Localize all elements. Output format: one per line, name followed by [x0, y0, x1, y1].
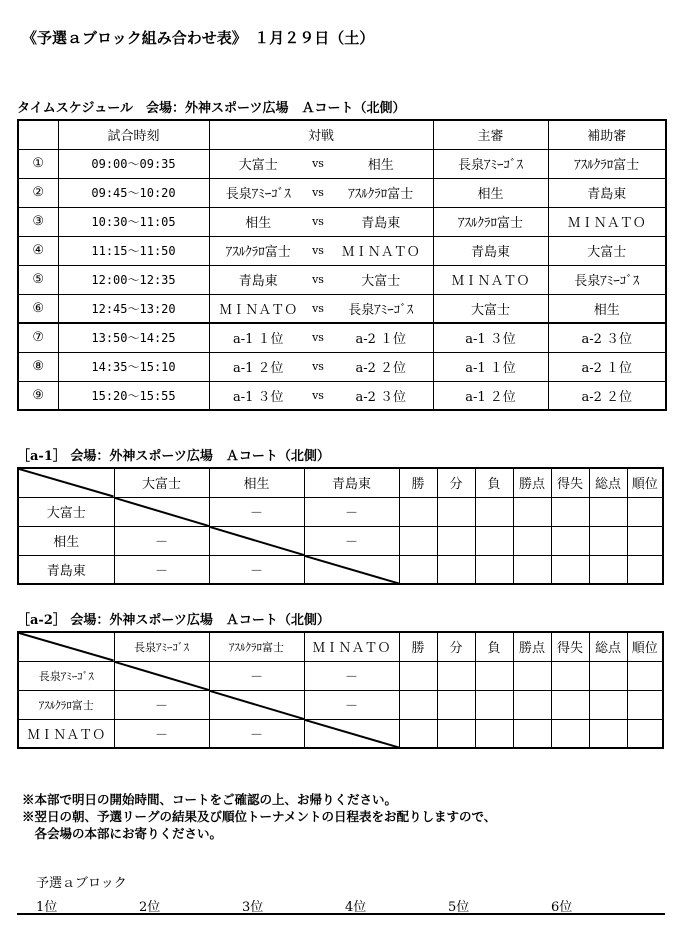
- team-row-header: 長泉ｱﾐｰｺﾞｽ: [18, 661, 114, 690]
- result-cell: －: [209, 661, 304, 690]
- away-team: 青島東: [329, 207, 433, 236]
- vs-label: vs: [307, 265, 329, 294]
- stat-cell: [513, 555, 551, 584]
- stat-header: 得失: [551, 468, 589, 497]
- vs-label: vs: [307, 381, 329, 410]
- stat-cell: [627, 661, 663, 690]
- stat-cell: [399, 719, 437, 748]
- home-team: a-1 ２位: [209, 352, 307, 381]
- stat-cell: [475, 661, 513, 690]
- match-time: 10:30～11:05: [58, 207, 209, 236]
- a1-league-table: [17, 467, 664, 585]
- a2-heading: ［a-2］ 会場：外神スポーツ広場 Ａコート（北側）: [17, 613, 330, 628]
- match-time: 15:20～15:55: [58, 381, 209, 410]
- self-match-cell: [209, 526, 304, 555]
- stat-cell: [399, 555, 437, 584]
- vs-label: vs: [307, 207, 329, 236]
- match-number: ⑥: [18, 294, 58, 323]
- diagonal-line: [19, 469, 114, 497]
- result-cell: －: [209, 497, 304, 526]
- league-row: [18, 719, 663, 748]
- referee: a-1 ３位: [433, 323, 548, 352]
- assistant-referee: 相生: [548, 294, 666, 323]
- stat-header: 負: [475, 468, 513, 497]
- final-standings-label: 予選ａブロック: [36, 876, 127, 891]
- header-referee: 主審: [433, 120, 548, 149]
- away-team: 長泉ｱﾐｰｺﾞｽ: [329, 294, 433, 323]
- header-assistant: 補助審: [548, 120, 666, 149]
- schedule-row: [18, 236, 666, 265]
- vs-label: vs: [307, 178, 329, 207]
- schedule-row: [18, 149, 666, 178]
- referee: 相生: [433, 178, 548, 207]
- result-cell: －: [209, 719, 304, 748]
- league-row: [18, 497, 663, 526]
- team-column-header: ＭＩＮＡＴＯ: [304, 632, 399, 661]
- stat-header: 分: [437, 468, 475, 497]
- stat-cell: [513, 497, 551, 526]
- vs-label: vs: [307, 149, 329, 178]
- stat-header: 順位: [627, 632, 663, 661]
- self-match-cell: [209, 690, 304, 719]
- schedule-row: [18, 294, 666, 323]
- match-number: ③: [18, 207, 58, 236]
- stat-header: 総点: [589, 632, 627, 661]
- league-header-row: [18, 468, 663, 497]
- header-match: 対戦: [209, 120, 433, 149]
- home-team: 青島東: [209, 265, 307, 294]
- stat-cell: [589, 719, 627, 748]
- team-row-header: 相生: [18, 526, 114, 555]
- referee: 大富士: [433, 294, 548, 323]
- match-time: 12:00～12:35: [58, 265, 209, 294]
- result-cell: －: [304, 526, 399, 555]
- diagonal-line: [210, 691, 304, 719]
- referee: ｱｽﾙｸﾗﾛ富士: [433, 207, 548, 236]
- stat-cell: [589, 526, 627, 555]
- place-label: 5位: [448, 900, 470, 915]
- team-row-header: 大富士: [18, 497, 114, 526]
- referee: a-1 ２位: [433, 381, 548, 410]
- diagonal-line: [305, 556, 399, 584]
- stat-cell: [437, 719, 475, 748]
- schedule-row: [18, 207, 666, 236]
- league-header-row: [18, 632, 663, 661]
- stat-cell: [475, 526, 513, 555]
- team-column-header: 長泉ｱﾐｰｺﾞｽ: [114, 632, 209, 661]
- result-cell: －: [209, 555, 304, 584]
- diagonal-line: [19, 633, 114, 661]
- team-row-header: ｱｽﾙｸﾗﾛ富士: [18, 690, 114, 719]
- stat-cell: [627, 555, 663, 584]
- place-label: 4位: [345, 900, 367, 915]
- result-cell: －: [114, 526, 209, 555]
- stat-cell: [513, 690, 551, 719]
- notes: [22, 791, 496, 842]
- stat-cell: [551, 555, 589, 584]
- diagonal-line: [305, 720, 399, 748]
- stat-cell: [589, 661, 627, 690]
- stat-cell: [475, 719, 513, 748]
- home-team: ｱｽﾙｸﾗﾛ富士: [209, 236, 307, 265]
- home-team: ＭＩＮＡＴＯ: [209, 294, 307, 323]
- vs-label: vs: [307, 352, 329, 381]
- home-team: a-1 ３位: [209, 381, 307, 410]
- corner-cell: [18, 468, 114, 497]
- diagonal-line: [115, 498, 209, 526]
- stat-cell: [551, 719, 589, 748]
- away-team: a-2 ３位: [329, 381, 433, 410]
- away-team: ｱｽﾙｸﾗﾛ富士: [329, 178, 433, 207]
- home-team: 大富士: [209, 149, 307, 178]
- match-number: ⑦: [18, 323, 58, 352]
- league-row: [18, 690, 663, 719]
- header-time: 試合時刻: [58, 120, 209, 149]
- result-cell: －: [114, 719, 209, 748]
- stat-cell: [437, 661, 475, 690]
- stat-cell: [589, 555, 627, 584]
- away-team: ＭＩＮＡＴＯ: [329, 236, 433, 265]
- stat-cell: [437, 497, 475, 526]
- place-label: 2位: [139, 900, 161, 915]
- team-row-header: 青島東: [18, 555, 114, 584]
- stat-cell: [513, 526, 551, 555]
- assistant-referee: 長泉ｱﾐｰｺﾞｽ: [548, 265, 666, 294]
- referee: 青島東: [433, 236, 548, 265]
- schedule-row: [18, 265, 666, 294]
- diagonal-line: [115, 662, 209, 690]
- assistant-referee: a-2 ２位: [548, 381, 666, 410]
- stat-cell: [437, 526, 475, 555]
- schedule-row: [18, 323, 666, 352]
- stat-header: 負: [475, 632, 513, 661]
- place-label: 6位: [551, 900, 573, 915]
- stat-cell: [551, 661, 589, 690]
- referee: ＭＩＮＡＴＯ: [433, 265, 548, 294]
- diagonal-line: [210, 527, 304, 555]
- match-time: 13:50～14:25: [58, 323, 209, 352]
- home-team: a-1 １位: [209, 323, 307, 352]
- home-team: 長泉ｱﾐｰｺﾞｽ: [209, 178, 307, 207]
- stat-cell: [399, 526, 437, 555]
- stat-cell: [399, 690, 437, 719]
- match-number: ①: [18, 149, 58, 178]
- schedule-row: [18, 178, 666, 207]
- stat-header: 総点: [589, 468, 627, 497]
- stat-cell: [627, 526, 663, 555]
- a2-league-table: [17, 631, 664, 749]
- stat-cell: [513, 719, 551, 748]
- page-title: 《予選ａブロック組み合わせ表》 １月２９日（土）: [22, 29, 375, 47]
- vs-label: vs: [307, 294, 329, 323]
- league-row: [18, 661, 663, 690]
- home-team: 相生: [209, 207, 307, 236]
- assistant-referee: 青島東: [548, 178, 666, 207]
- schedule-heading: タイムスケジュール 会場：外神スポーツ広場 Ａコート（北側）: [17, 101, 406, 116]
- stat-cell: [627, 690, 663, 719]
- match-time: 11:15～11:50: [58, 236, 209, 265]
- vs-label: vs: [307, 323, 329, 352]
- stat-cell: [399, 497, 437, 526]
- match-time: 09:45～10:20: [58, 178, 209, 207]
- assistant-referee: ＭＩＮＡＴＯ: [548, 207, 666, 236]
- match-number: ⑤: [18, 265, 58, 294]
- stat-header: 勝: [399, 632, 437, 661]
- self-match-cell: [304, 719, 399, 748]
- result-cell: －: [304, 497, 399, 526]
- stat-cell: [551, 690, 589, 719]
- referee: 長泉ｱﾐｰｺﾞｽ: [433, 149, 548, 178]
- league-row: [18, 526, 663, 555]
- stat-header: 勝点: [513, 468, 551, 497]
- team-row-header: ＭＩＮＡＴＯ: [18, 719, 114, 748]
- schedule-row: [18, 381, 666, 410]
- place-label: 3位: [242, 900, 264, 915]
- stat-cell: [627, 719, 663, 748]
- stat-cell: [551, 497, 589, 526]
- away-team: a-2 １位: [329, 323, 433, 352]
- stat-header: 分: [437, 632, 475, 661]
- match-time: 09:00～09:35: [58, 149, 209, 178]
- schedule-header-row: [18, 120, 666, 149]
- match-time: 12:45～13:20: [58, 294, 209, 323]
- schedule-table: [17, 119, 667, 411]
- a1-heading: ［a-1］ 会場：外神スポーツ広場 Ａコート（北側）: [17, 449, 330, 464]
- result-cell: －: [114, 555, 209, 584]
- assistant-referee: ｱｽﾙｸﾗﾛ富士: [548, 149, 666, 178]
- self-match-cell: [114, 497, 209, 526]
- final-underline: [17, 913, 665, 915]
- result-cell: －: [304, 661, 399, 690]
- assistant-referee: 大富士: [548, 236, 666, 265]
- vs-label: vs: [307, 236, 329, 265]
- note-line: ※翌日の朝、予選リーグの結果及び順位トーナメントの日程表をお配りしますので、: [22, 809, 497, 824]
- team-column-header: 青島東: [304, 468, 399, 497]
- away-team: a-2 ２位: [329, 352, 433, 381]
- self-match-cell: [114, 661, 209, 690]
- stat-header: 順位: [627, 468, 663, 497]
- team-column-header: ｱｽﾙｸﾗﾛ富士: [209, 632, 304, 661]
- stat-cell: [437, 555, 475, 584]
- stat-cell: [475, 555, 513, 584]
- result-cell: －: [304, 690, 399, 719]
- note-line: 各会場の本部にお寄りください。: [22, 826, 223, 841]
- match-number: ⑧: [18, 352, 58, 381]
- stat-cell: [475, 690, 513, 719]
- stat-cell: [475, 497, 513, 526]
- assistant-referee: a-2 １位: [548, 352, 666, 381]
- stat-header: 勝点: [513, 632, 551, 661]
- stat-cell: [589, 690, 627, 719]
- assistant-referee: a-2 ３位: [548, 323, 666, 352]
- team-column-header: 相生: [209, 468, 304, 497]
- stat-cell: [551, 526, 589, 555]
- corner-cell: [18, 632, 114, 661]
- header-no: [18, 120, 58, 149]
- stat-cell: [437, 690, 475, 719]
- self-match-cell: [304, 555, 399, 584]
- league-row: [18, 555, 663, 584]
- referee: a-1 １位: [433, 352, 548, 381]
- match-number: ⑨: [18, 381, 58, 410]
- match-number: ④: [18, 236, 58, 265]
- stat-cell: [627, 497, 663, 526]
- schedule-row: [18, 352, 666, 381]
- away-team: 大富士: [329, 265, 433, 294]
- team-column-header: 大富士: [114, 468, 209, 497]
- stat-cell: [589, 497, 627, 526]
- note-line: ※本部で明日の開始時間、コートをご確認の上、お帰りください。: [22, 792, 398, 807]
- stat-cell: [513, 661, 551, 690]
- match-time: 14:35～15:10: [58, 352, 209, 381]
- stat-header: 勝: [399, 468, 437, 497]
- match-number: ②: [18, 178, 58, 207]
- stat-header: 得失: [551, 632, 589, 661]
- place-label: 1位: [36, 900, 58, 915]
- stat-cell: [399, 661, 437, 690]
- away-team: 相生: [329, 149, 433, 178]
- result-cell: －: [114, 690, 209, 719]
